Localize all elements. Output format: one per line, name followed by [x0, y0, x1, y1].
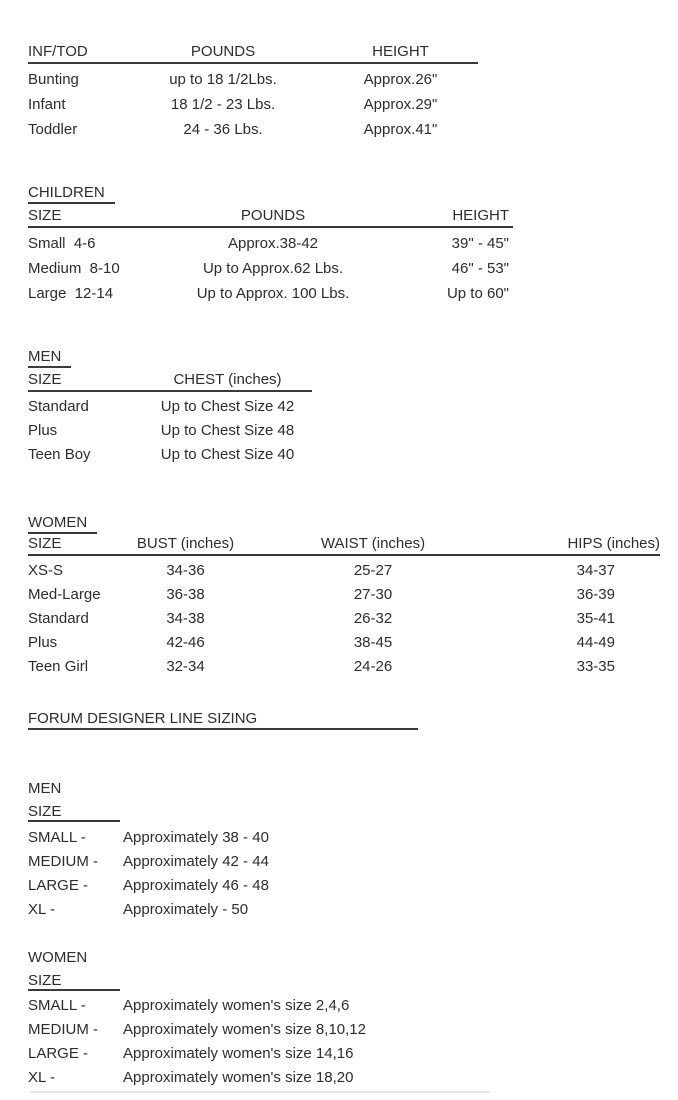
size-label: LARGE -	[28, 1045, 89, 1062]
list-item	[28, 994, 366, 1018]
women-section-title: WOMEN	[28, 514, 97, 534]
table-cell: Small 4-6	[28, 235, 96, 252]
size-value: Approximately women's size 8,10,12	[123, 1021, 366, 1038]
list-item	[28, 826, 269, 850]
table-cell: Up to Chest Size 42	[160, 398, 295, 415]
table-cell: Medium 8-10	[28, 260, 120, 277]
table-cell: 32-34	[166, 658, 205, 675]
table-cell: Plus	[28, 634, 58, 651]
men-size-table	[28, 370, 312, 467]
size-label: MEDIUM -	[28, 1021, 98, 1038]
column-header: HEIGHT	[372, 43, 429, 60]
table-header-row	[28, 534, 660, 555]
table-row	[28, 391, 312, 419]
size-label: MEDIUM -	[28, 853, 98, 870]
children-size-table	[28, 206, 513, 306]
men-section-title: MEN	[28, 348, 71, 368]
table-cell: 26-32	[353, 610, 393, 627]
column-header: HEIGHT	[452, 207, 509, 224]
table-cell: XS-S	[28, 562, 64, 579]
table-cell: up to 18 1/2Lbs.	[169, 71, 277, 88]
designer-men-size-label: SIZE	[28, 803, 120, 822]
table-cell: 46" - 53"	[451, 260, 509, 277]
column-header: HIPS (inches)	[567, 535, 660, 552]
column-header: WAIST (inches)	[320, 535, 426, 552]
list-item	[28, 898, 269, 922]
table-cell: Up to Chest Size 40	[160, 446, 295, 463]
column-header: SIZE	[28, 371, 62, 388]
table-row	[28, 443, 312, 467]
table-row	[28, 281, 513, 306]
table-cell: Toddler	[28, 121, 78, 138]
table-cell: Up to Approx. 100 Lbs.	[196, 285, 350, 302]
designer-women-size-label: SIZE	[28, 972, 120, 991]
table-row	[28, 117, 478, 142]
table-cell: 24-26	[353, 658, 393, 675]
table-cell: Standard	[28, 610, 89, 627]
table-cell: Teen Boy	[28, 446, 91, 463]
women-size-table	[28, 534, 660, 679]
table-cell: 38-45	[353, 634, 393, 651]
table-cell: 34-36	[166, 562, 205, 579]
column-header: INF/TOD	[28, 43, 88, 60]
table-cell: 42-46	[166, 634, 205, 651]
column-header: BUST (inches)	[136, 535, 235, 552]
table-cell: 36-39	[576, 586, 615, 603]
table-cell: Infant	[28, 96, 66, 113]
table-cell: 34-37	[576, 562, 615, 579]
list-item	[28, 1066, 366, 1090]
size-label: XL -	[28, 901, 55, 918]
column-header: SIZE	[28, 535, 62, 552]
table-cell: 35-41	[576, 610, 615, 627]
table-cell: Approx.29"	[363, 96, 438, 113]
column-header: POUNDS	[190, 43, 256, 60]
table-row	[28, 419, 312, 443]
size-label: SMALL -	[28, 997, 86, 1014]
partial-underline	[30, 1091, 490, 1093]
table-cell: 39" - 45"	[451, 235, 509, 252]
table-cell: Teen Girl	[28, 658, 89, 675]
table-row	[28, 583, 660, 607]
table-cell: Up to Approx.62 Lbs.	[202, 260, 344, 277]
table-cell: 34-38	[166, 610, 205, 627]
table-cell: Plus	[28, 422, 58, 439]
table-row	[28, 555, 660, 583]
table-cell: Standard	[28, 398, 89, 415]
table-cell: 33-35	[576, 658, 615, 675]
size-value: Approximately women's size 2,4,6	[123, 997, 350, 1014]
forum-designer-line-sizing-title: FORUM DESIGNER LINE SIZING	[28, 709, 418, 730]
table-row	[28, 631, 660, 655]
table-cell: Approx.38-42	[227, 235, 319, 252]
size-label: XL -	[28, 1069, 55, 1086]
table-row	[28, 607, 660, 631]
table-cell: 25-27	[353, 562, 393, 579]
table-cell: Approx.26"	[363, 71, 438, 88]
table-cell: Large 12-14	[28, 285, 114, 302]
table-cell: 44-49	[576, 634, 615, 651]
table-row	[28, 256, 513, 281]
table-row	[28, 655, 660, 679]
table-cell: 36-38	[166, 586, 205, 603]
size-label: LARGE -	[28, 877, 89, 894]
table-cell: Up to 60"	[446, 285, 509, 302]
table-header-row	[28, 206, 513, 227]
size-value: Approximately 42 - 44	[123, 853, 269, 870]
children-section-title: CHILDREN	[28, 184, 115, 204]
size-value: Approximately 46 - 48	[123, 877, 269, 894]
list-item	[28, 874, 269, 898]
designer-women-title: WOMEN	[28, 949, 88, 966]
column-header: SIZE	[28, 207, 62, 224]
table-cell: 18 1/2 - 23 Lbs.	[170, 96, 276, 113]
list-item	[28, 1042, 366, 1066]
size-label: SMALL -	[28, 829, 86, 846]
list-item	[28, 850, 269, 874]
designer-women-list	[28, 994, 366, 1090]
size-value: Approximately - 50	[123, 901, 249, 918]
table-cell: Med-Large	[28, 586, 101, 603]
size-value: Approximately 38 - 40	[123, 829, 269, 846]
table-cell: Approx.41"	[363, 121, 438, 138]
column-header: CHEST (inches)	[173, 371, 282, 388]
size-value: Approximately women's size 14,16	[123, 1045, 354, 1062]
table-cell: 24 - 36 Lbs.	[183, 121, 263, 138]
table-header-row	[28, 42, 478, 63]
designer-men-title: MEN	[28, 780, 62, 797]
infant-toddler-size-table	[28, 42, 478, 142]
designer-men-list	[28, 826, 269, 922]
table-cell: Up to Chest Size 48	[160, 422, 295, 439]
column-header: POUNDS	[240, 207, 306, 224]
table-cell: 27-30	[353, 586, 393, 603]
table-row	[28, 227, 513, 256]
size-value: Approximately women's size 18,20	[123, 1069, 354, 1086]
list-item	[28, 1018, 366, 1042]
table-row	[28, 92, 478, 117]
table-row	[28, 63, 478, 92]
table-header-row	[28, 370, 312, 391]
table-cell: Bunting	[28, 71, 79, 88]
